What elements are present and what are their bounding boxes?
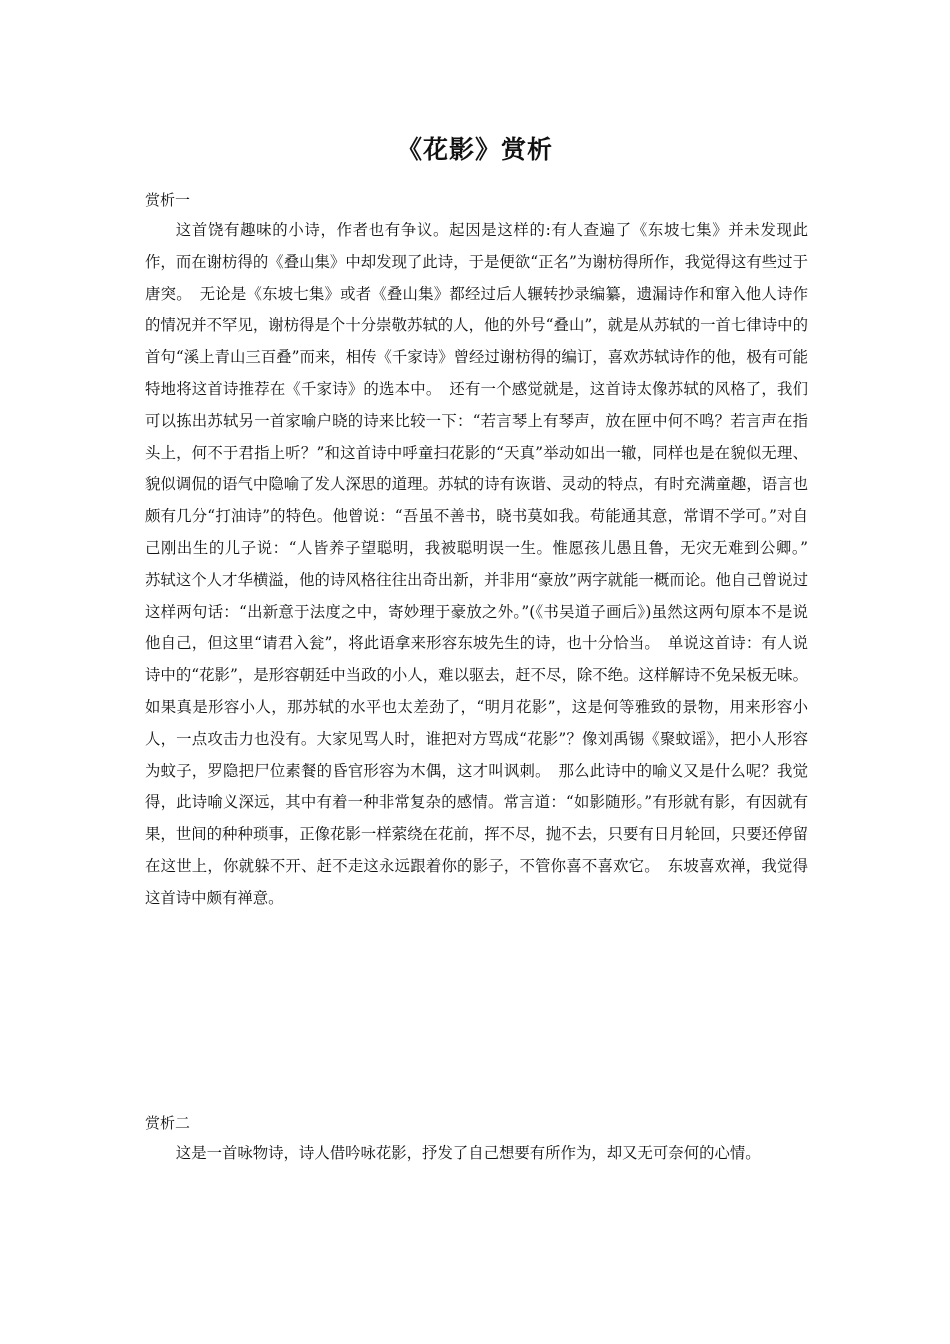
document-title: 《花影》赏析 bbox=[396, 135, 553, 164]
section-heading-1: 赏析一 bbox=[145, 191, 191, 209]
section-body-1: 这首饶有趣味的小诗，作者也有争议。起因是这样的:有人查遍了《东坡七集》并未发现此作，而在谢枋得的《叠山集》中却发现了此诗，于是便欲“正名”为谢枋得所作，我觉得这有些过于唐突。 无论是《东坡七集》或者《叠山集》都经过后人辗转抄录编纂，遗漏诗作和窜入他人诗作的情况并不罕见，谢枋得是个十分崇敬苏轼的人，他的外号“叠山”，就是从苏轼的一首七律诗中的首句“溪上青山三百叠”而来，相传《千家诗》曾经过谢枋得的编订，喜欢苏轼诗作的他，极有可能特地将这首诗推荐在《千家诗》的选本中。 还有一个感觉就是，这首诗太像苏轼的风格了，我们可以拣出苏轼另一首家喻户晓的诗来比较一下：“若言琴上有琴声，放在匣中何不鸣？若言声在指头上，何不于君指上听？”和这首诗中呼童扫花影的“天真”举动如出一辙，同样也是在貌似无理、貌似调侃的语气中隐喻了发人深思的道理。苏轼的诗有诙谐、灵动的特点，有时充满童趣，语言也颇有几分“打油诗”的特色。他曾说：“吾虽不善书，晓书莫如我。苟能通其意，常谓不学可。”对自己刚出生的儿子说：“人皆养子望聪明，我被聪明误一生。惟愿孩儿愚且鲁，无灾无难到公卿。” 苏轼这个人才华横溢，他的诗风格往往出奇出新，并非用“豪放”两字就能一概而论。他自己曾说过这样两句话：“出新意于法度之中，寄妙理于豪放之外。”(《书吴道子画后》)虽然这两句原本不是说他自己，但这里“请君入瓮”，将此语拿来形容东坡先生的诗，也十分恰当。 单说这首诗：有人说诗中的“花影”，是形容朝廷中当政的小人，难以驱去，赶不尽，除不绝。这样解诗不免呆板无味。如果真是形容小人，那苏轼的水平也太差劲了，“明月花影”，这是何等雅致的景物，用来形容小人，一点攻击力也没有。大家见骂人时，谁把对方骂成“花影”？像刘禹锡《聚蚊谣》，把小人形容为蚊子，罗隐把尸位素餐的昏官形容为木偶，这才叫讽刺。 那么此诗中的喻义又是什么呢？我觉得，此诗喻义深远，其中有着一种非常复杂的感情。常言道：“如影随形。”有形就有影，有因就有果，世间的种种琐事，正像花影一样萦绕在花前，挥不尽，抛不去，只要有日月轮回，只要还停留在这世上，你就躲不开、赶不走这永远跟着你的影子，不管你喜不喜欢它。 东坡喜欢禅，我觉得这首诗中颇有禅意。 bbox=[145, 221, 824, 907]
section-body-2: 这是一首咏物诗，诗人借吟咏花影，抒发了自己想要有所作为，却又无可奈何的心情。 bbox=[175, 1144, 761, 1162]
section-heading-2: 赏析二 bbox=[145, 1114, 191, 1132]
